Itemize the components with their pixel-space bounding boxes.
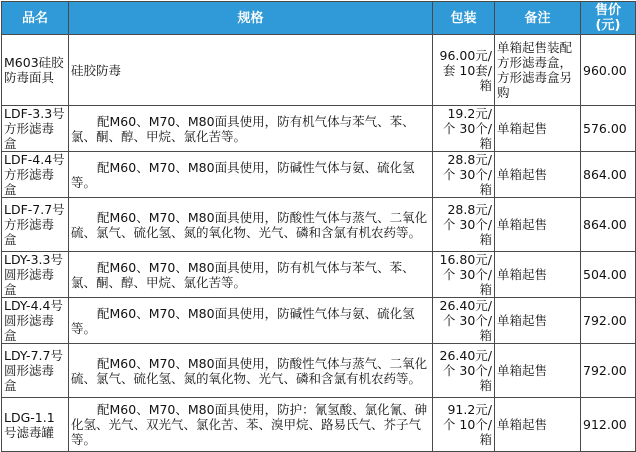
product-spec-text: 配M60、M70、M80面具使用，防有机气体与苯气、苯、氯、酮、醇、甲烷、氯化苦等。 xyxy=(71,259,415,290)
product-spec xyxy=(69,152,433,198)
header-name: 品名 xyxy=(2,2,69,35)
product-spec-text: 配M60、M70、M80面具使用，防酸性气体与蒸气、二氧化硫、氯气、硫化氢、氮的氧化物、光气、磷和含氯有机农药等。 xyxy=(71,209,428,240)
product-price: 792.00 xyxy=(581,298,636,344)
product-spec xyxy=(69,344,433,398)
product-pack: 91.2元/个 10个/箱 xyxy=(433,398,495,452)
product-spec-text: 配M60、M70、M80面具使用，防酸性气体与蒸气、二氧化硫、氯气、硫化氢、氮的氧化物、光气、磷和含氯有机农药等。 xyxy=(71,355,428,386)
table-row xyxy=(2,106,636,152)
product-name: M603硅胶防毒面具 xyxy=(2,35,69,106)
product-note: 单箱起售 xyxy=(495,198,581,252)
product-name: LDY-7.7号圆形滤毒盒 xyxy=(2,344,69,398)
product-name: LDG-1.1号滤毒罐 xyxy=(2,398,69,452)
product-note: 单箱起售 xyxy=(495,398,581,452)
header-row xyxy=(2,2,636,35)
product-price: 864.00 xyxy=(581,198,636,252)
product-pack: 16.80元/个 30个/箱 xyxy=(433,252,495,298)
product-spec xyxy=(69,198,433,252)
product-price: 912.00 xyxy=(581,398,636,452)
product-spec-text: 配M60、M70、M80面具使用，防碱性气体与氨、硫化氢等。 xyxy=(71,305,415,336)
table-row xyxy=(2,198,636,252)
product-price: 504.00 xyxy=(581,252,636,298)
product-spec xyxy=(69,252,433,298)
product-spec xyxy=(69,398,433,452)
header-spec: 规格 xyxy=(69,2,433,35)
product-pack: 26.40元/个 30个/箱 xyxy=(433,298,495,344)
product-price: 576.00 xyxy=(581,106,636,152)
product-pack: 28.8元/个 30个/箱 xyxy=(433,198,495,252)
product-pack: 26.40元/个 30个/箱 xyxy=(433,344,495,398)
product-note: 单箱起售装配方形滤毒盒，方形滤毒盒另购 xyxy=(495,35,581,106)
product-spec xyxy=(69,298,433,344)
table-row xyxy=(2,298,636,344)
table-row xyxy=(2,252,636,298)
table-row xyxy=(2,35,636,106)
product-pack: 96.00元/套 10套/箱 xyxy=(433,35,495,106)
product-spec-text: 配M60、M70、M80面具使用，防护：氰氢酸、氯化氰、砷化氢、光气、双光气、氯化苦、苯、溴甲烷、路易氏气、芥子气等。 xyxy=(71,402,428,447)
product-pack: 28.8元/个 30个/箱 xyxy=(433,152,495,198)
header-pack: 包装 xyxy=(433,2,495,35)
product-name: LDF-7.7号方形滤毒盒 xyxy=(2,198,69,252)
price-table xyxy=(1,1,636,452)
product-pack: 19.2元/个 30个/箱 xyxy=(433,106,495,152)
header-note: 备注 xyxy=(495,2,581,35)
product-spec-text: 配M60、M70、M80面具使用，防有机气体与苯气、苯、氯、酮、醇、甲烷、氯化苦等。 xyxy=(71,113,415,144)
header-price: 售价(元) xyxy=(581,2,636,35)
product-name: LDF-3.3号方形滤毒盒 xyxy=(2,106,69,152)
product-name: LDF-4.4号方形滤毒盒 xyxy=(2,152,69,198)
product-price: 960.00 xyxy=(581,35,636,106)
product-name: LDY-4.4号圆形滤毒盒 xyxy=(2,298,69,344)
table-row xyxy=(2,344,636,398)
product-note: 单箱起售 xyxy=(495,344,581,398)
table-row xyxy=(2,398,636,452)
table-row xyxy=(2,152,636,198)
product-spec-text: 配M60、M70、M80面具使用，防碱性气体与氨、硫化氢等。 xyxy=(71,159,415,190)
product-note: 单箱起售 xyxy=(495,106,581,152)
product-price: 864.00 xyxy=(581,152,636,198)
product-spec: 硅胶防毒 xyxy=(69,35,433,106)
product-note: 单箱起售 xyxy=(495,252,581,298)
product-spec xyxy=(69,106,433,152)
product-price: 792.00 xyxy=(581,344,636,398)
product-note: 单箱起售 xyxy=(495,298,581,344)
product-note: 单箱起售 xyxy=(495,152,581,198)
product-name: LDY-3.3号圆形滤毒盒 xyxy=(2,252,69,298)
